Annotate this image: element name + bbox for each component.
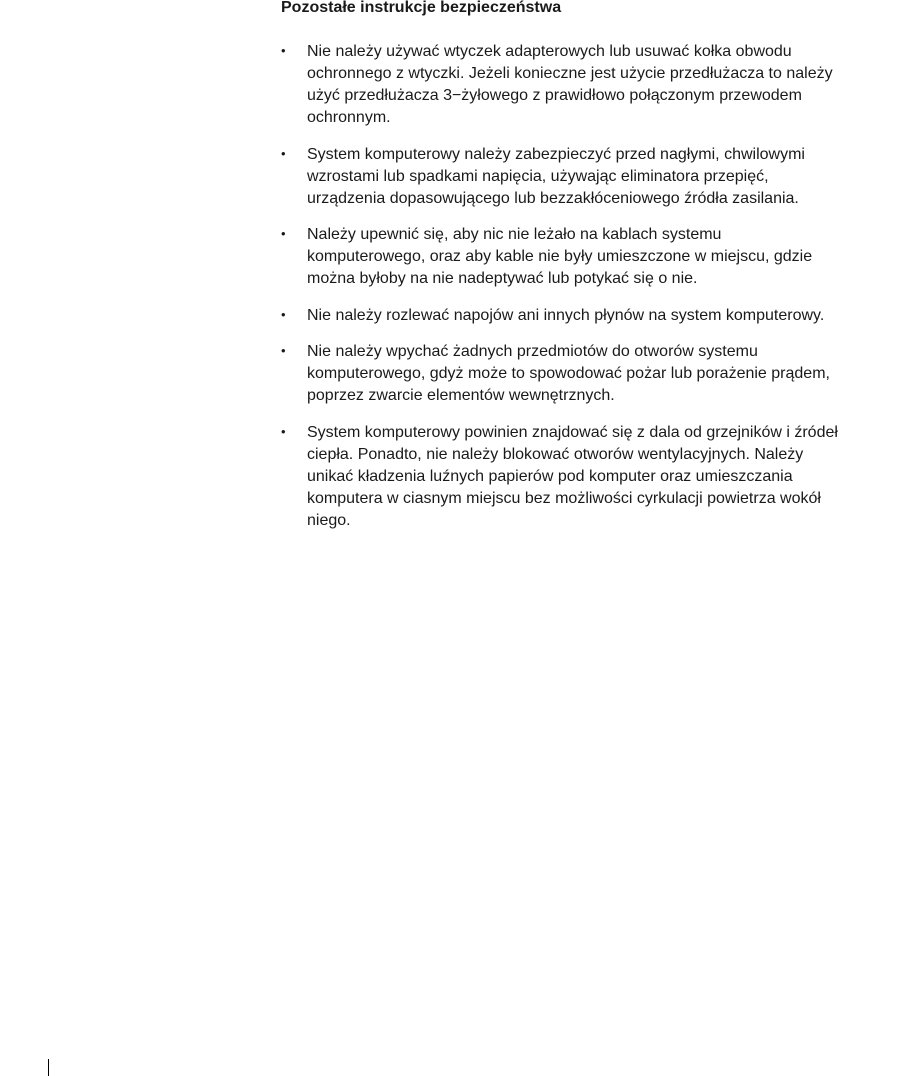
list-item bbox=[281, 224, 841, 290]
bullet-icon: • bbox=[281, 343, 286, 358]
list-item bbox=[281, 144, 841, 210]
list-item bbox=[281, 341, 841, 407]
list-item-text: Nie należy używać wtyczek adapterowych lub usuwać kołka obwodu ochronnego z wtyczki. Jeżeli konieczne jest użycie przedłużacza to należy użyć przedłużacza 3−żyłowego z prawidłowo połączonym przewodem ochronnym. bbox=[307, 43, 833, 126]
list-item-text: System komputerowy powinien znajdować się z dala od grzejników i źródeł ciepła. Ponadto, nie należy blokować otworów wentylacyjnych. Należy unikać kładzenia luźnych papierów pod komputer oraz umieszczania komputera w ciasnym miejscu bez możliwości cyrkulacji powietrza wokół niego. bbox=[307, 423, 838, 529]
page-margin-rule bbox=[48, 1059, 49, 1076]
list-item-text: Należy upewnić się, aby nic nie leżało na kablach systemu komputerowego, oraz aby kable nie były umieszczone w miejscu, gdzie można byłoby na nie nadeptywać lub potykać się o nie. bbox=[307, 226, 813, 287]
safety-instructions-list bbox=[281, 41, 841, 546]
list-item-text: System komputerowy należy zabezpieczyć przed nagłymi, chwilowymi wzrostami lub spadkami napięcia, używając eliminatora przepięć, urządzenia dopasowującego lub bezzakłóceniowego źródła zasilania. bbox=[307, 145, 805, 207]
section-heading: Pozostałe instrukcje bezpieczeństwa bbox=[281, 0, 562, 16]
bullet-icon: • bbox=[281, 306, 286, 322]
list-item-text: Nie należy wpychać żadnych przedmiotów do otworów systemu komputerowego, gdyż może to spowodować pożar lub porażenie prądem, poprzez zwarcie elementów wewnętrznych. bbox=[307, 343, 830, 404]
bullet-icon: • bbox=[281, 145, 286, 161]
list-item bbox=[281, 305, 841, 327]
list-item-text: Nie należy rozlewać napojów ani innych płynów na system komputerowy. bbox=[307, 306, 825, 324]
bullet-icon: • bbox=[281, 43, 286, 58]
list-item bbox=[281, 41, 841, 129]
bullet-icon: • bbox=[281, 226, 286, 241]
bullet-icon: • bbox=[281, 423, 286, 439]
list-item bbox=[281, 422, 841, 532]
